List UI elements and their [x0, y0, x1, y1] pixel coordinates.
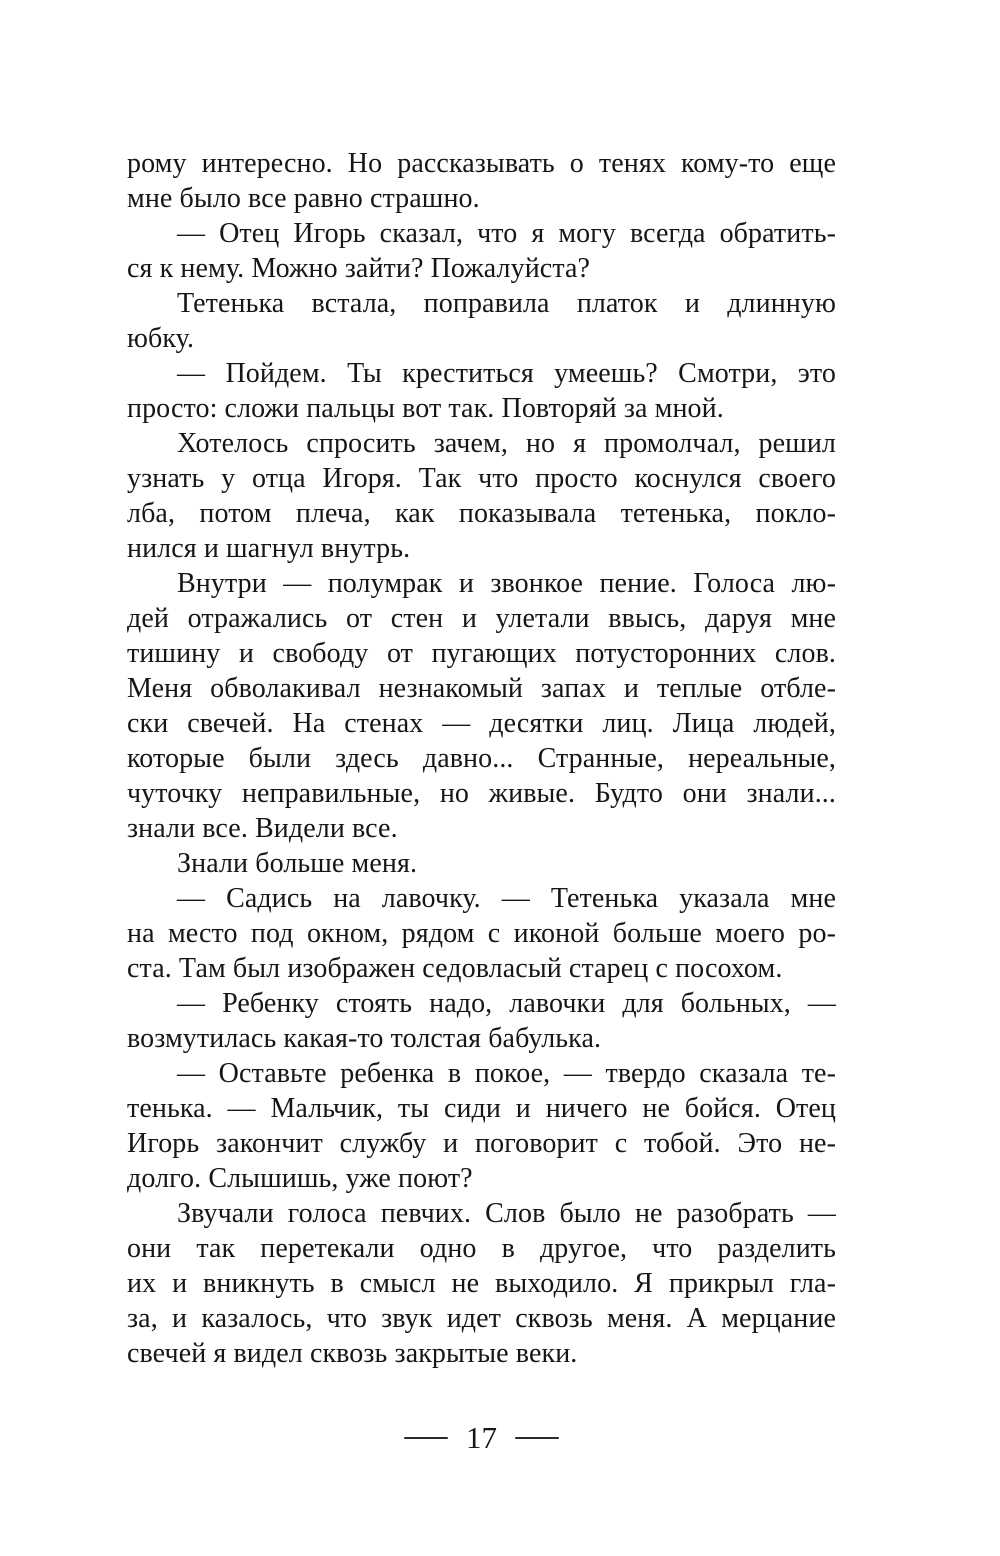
- page-text: [127, 146, 836, 1371]
- text-line: лба, потом плеча, как показывала тетенька, покло-: [127, 498, 836, 529]
- text-line: юбку.: [127, 323, 195, 354]
- paragraph: [127, 881, 836, 986]
- text-line: Меня обволакивал незнакомый запах и теплые отбле-: [127, 673, 836, 704]
- text-line: — Ребенку стоять надо, лавочки для больных, —: [177, 988, 836, 1019]
- text-line: — Оставьте ребенка в покое, — твердо сказала те-: [177, 1058, 836, 1089]
- text-line: — Садись на лавочку. — Тетенька указала мне: [177, 883, 836, 914]
- page-number-dash-right: [515, 1437, 559, 1440]
- paragraph: [127, 426, 836, 566]
- paragraph: [127, 1056, 836, 1196]
- text-line: Тетенька встала, поправила платок и длинную: [177, 288, 836, 319]
- text-line: Игорь закончит службу и поговорит с тобой. Это не-: [127, 1128, 836, 1159]
- text-line: Хотелось спросить зачем, но я промолчал, решил: [177, 428, 836, 459]
- text-line: долго. Слышишь, уже поют?: [127, 1163, 473, 1194]
- text-line: чуточку неправильные, но живые. Будто они знали...: [127, 778, 836, 809]
- text-line: тишину и свободу от пугающих потусторонних слов.: [127, 638, 836, 669]
- text-line: мне было все равно страшно.: [127, 183, 480, 214]
- text-line: знали все. Видели все.: [127, 813, 398, 844]
- paragraph: [127, 566, 836, 846]
- text-line: Знали больше меня.: [177, 848, 418, 879]
- text-line: Звучали голоса певчих. Слов было не разобрать —: [177, 1198, 836, 1229]
- paragraph: [127, 356, 836, 426]
- text-line: просто: сложи пальцы вот так. Повторяй за мной.: [127, 393, 724, 424]
- text-line: за, и казалось, что звук идет сквозь меня. А мерцание: [127, 1303, 836, 1334]
- paragraph: [127, 146, 836, 216]
- text-line: возмутилась какая-то толстая бабулька.: [127, 1023, 602, 1054]
- page-number: 17: [466, 1420, 497, 1455]
- text-line: Внутри — полумрак и звонкое пение. Голоса лю-: [177, 568, 836, 599]
- paragraph: [127, 1196, 836, 1371]
- text-line: дей отражались от стен и улетали ввысь, даруя мне: [127, 603, 836, 634]
- text-line: которые были здесь давно... Странные, нереальные,: [127, 743, 836, 774]
- page-footer: [127, 1416, 836, 1460]
- text-line: ста. Там был изображен седовласый старец с посохом.: [127, 953, 783, 984]
- text-line: рому интересно. Но рассказывать о тенях кому-то еще: [127, 148, 836, 179]
- text-line: — Отец Игорь сказал, что я могу всегда обратить-: [177, 218, 836, 249]
- text-line: тенька. — Мальчик, ты сиди и ничего не бойся. Отец: [127, 1093, 836, 1124]
- page-number-dash-left: [404, 1437, 448, 1440]
- paragraph: [127, 216, 836, 286]
- text-line: нился и шагнул внутрь.: [127, 533, 411, 564]
- text-line: на место под окном, рядом с иконой больше моего ро-: [127, 918, 836, 949]
- paragraph: [127, 846, 836, 881]
- text-line: их и вникнуть в смысл не выходило. Я прикрыл гла-: [127, 1268, 836, 1299]
- text-line: — Пойдем. Ты креститься умеешь? Смотри, это: [177, 358, 836, 389]
- paragraph: [127, 286, 836, 356]
- paragraph: [127, 986, 836, 1056]
- text-line: свечей я видел сквозь закрытые веки.: [127, 1338, 578, 1369]
- text-line: ски свечей. На стенах — десятки лиц. Лица людей,: [127, 708, 836, 739]
- text-line: они так перетекали одно в другое, что разделить: [127, 1233, 836, 1264]
- text-line: узнать у отца Игоря. Так что просто коснулся своего: [127, 463, 836, 494]
- text-line: ся к нему. Можно зайти? Пожалуйста?: [127, 253, 591, 284]
